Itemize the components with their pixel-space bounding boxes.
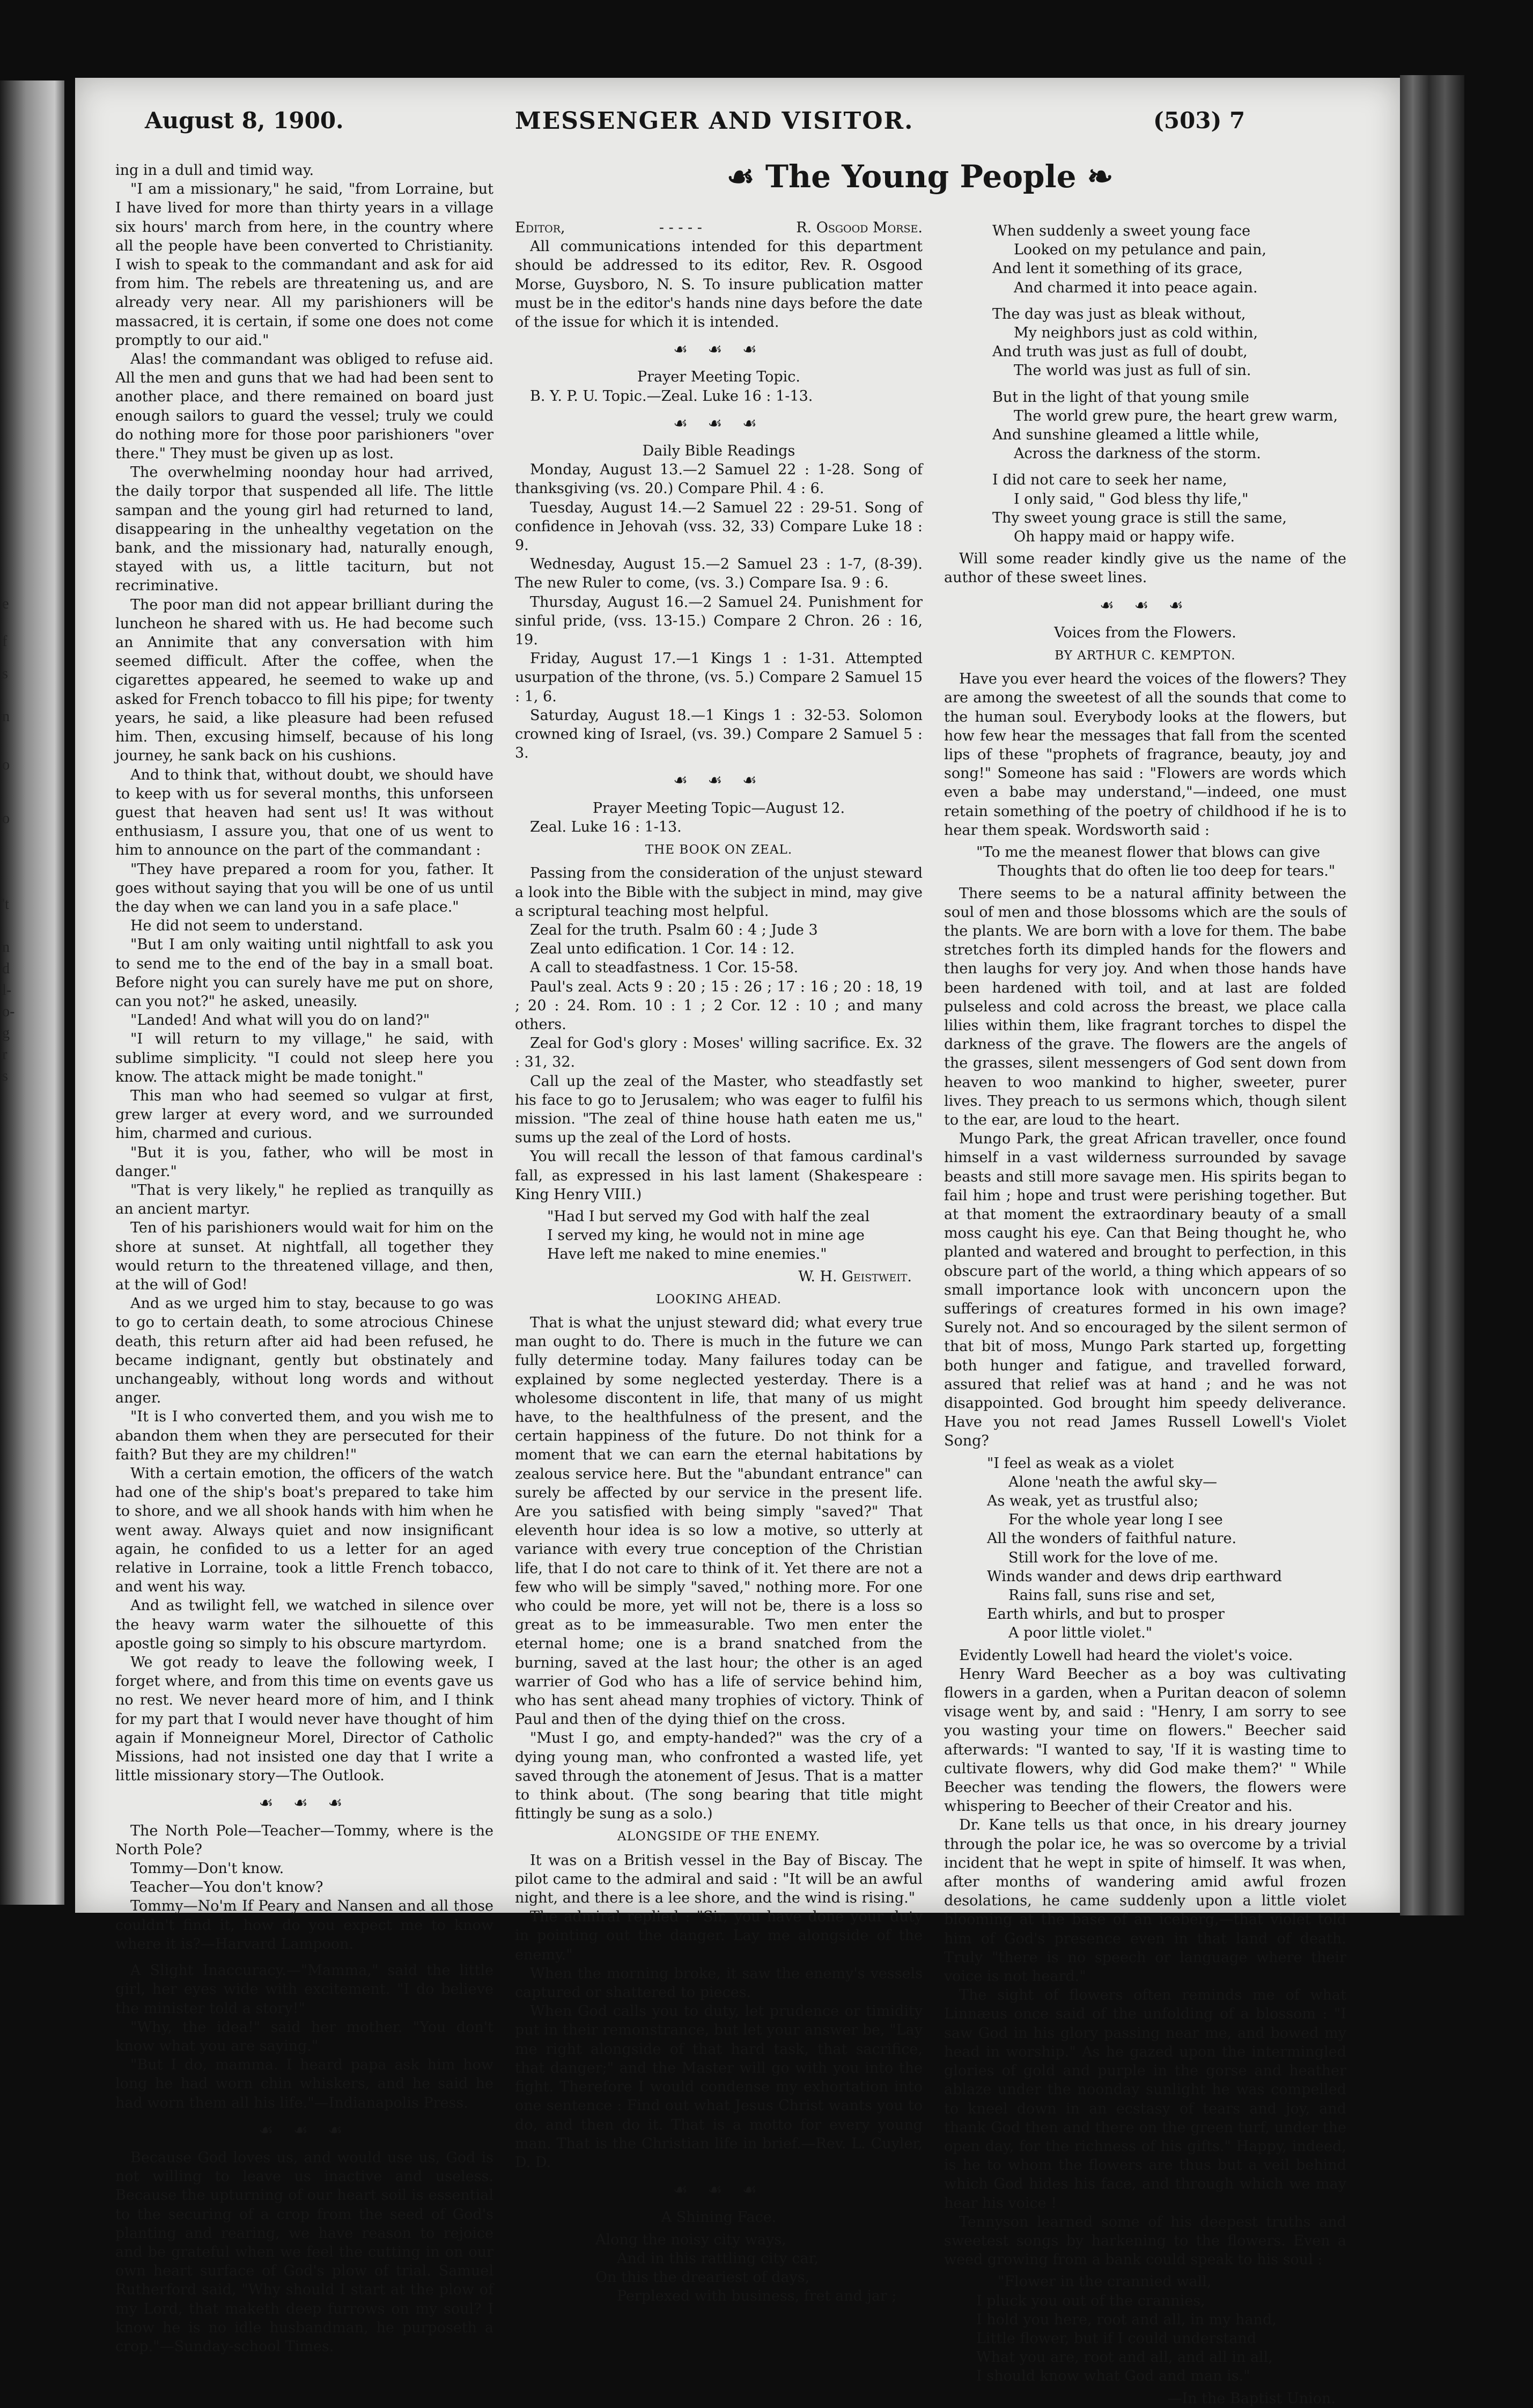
verse-line: Rains fall, suns rise and set,: [1008, 1587, 1215, 1604]
section-title: ☙ The Young People ❧: [726, 158, 1114, 195]
paragraph: When God calls you to duty, let prudence or timidity put in their remonstrance, but let your answer be, "Lay me right alongside of that hard task, that sacrifice, that danger;" and the Master will go with you into the fight. Therefore I would condense my exhortation into one sentence : Find out what Jesus Christ wants you to do, and then do it. That is a motto for every young man. That is the Christian life in brief.—Rev. L. Cuyler, D. D.: [515, 2003, 923, 2171]
paragraph: "Landed! And what will you do on land?": [130, 1012, 430, 1029]
subheading: Daily Bible Readings: [642, 443, 795, 460]
paragraph: Zeal. Luke 16 : 1-13.: [530, 818, 682, 835]
paragraph: "Why, the idea!" said her mother. "You don't know what you are saying.": [115, 2018, 493, 2054]
paragraph: You will recall the lesson of that famous cardinal's fall, as expressed in his last lament (Shakespeare : King Henry VIII.): [515, 1148, 923, 1203]
verse-line: I pluck you out of the crannies,: [976, 2292, 1205, 2309]
paragraph: "But I do, mamma. I heard papa ask him how long he had worn chin whiskers, and he said he had worn them all his life."—Indianapolis Press.: [115, 2057, 493, 2111]
verse-line: Winds wander and dews drip earthward: [987, 1568, 1282, 1585]
list-item: Zeal for the truth. Psalm 60 : 4 ; Jude 3: [530, 921, 818, 938]
poem-violet: [944, 1454, 1346, 1643]
poem-tennyson: [944, 2272, 1346, 2385]
section-ornament: ☙ ☙ ☙: [673, 414, 764, 433]
verse-line: My neighbors just as cold within,: [1014, 325, 1258, 342]
paragraph: Will some reader kindly give us the name of the author of these sweet lines.: [944, 550, 1346, 586]
verse-line: I should know what God and man is.": [976, 2368, 1250, 2385]
reading: Saturday, August 18.—1 Kings 1 : 32-53. Solomon crowned king of Israel, (vs. 39.) Compare 2 Samuel 5 : 3.: [515, 707, 923, 762]
paragraph: And to think that, without doubt, we should have to keep with us for several months, this unforseen guest that heaven had sent us! It was without enthusiasm, I assure you, that one of us went to him to announce on the part of the commandant :: [115, 766, 493, 859]
margin-fragment: e: [2, 596, 9, 612]
verse-line: A poor little violet.": [1008, 1625, 1153, 1642]
verse-line: Looked on my petulance and pain,: [1014, 241, 1266, 259]
verse-line: And truth was just as full of doubt,: [992, 343, 1248, 361]
verse-line: "Flower in the crannied wall,: [998, 2273, 1212, 2290]
reading: Tuesday, August 14.—2 Samuel 22 : 29-51. Song of confidence in Jehovah (vss. 32, 33) Compare Luke 18 : 9.: [515, 499, 923, 554]
verse-line: Alone 'neath the awful sky—: [1008, 1473, 1218, 1491]
paragraph: Teacher—You don't know?: [130, 1879, 323, 1896]
paragraph: Tennyson learned some of his deepest truths and sweetest songs by harkening to the flowers. Even a weed growing from a bank could speak to his soul :: [944, 2213, 1346, 2268]
paragraph: There seems to be a natural affinity between the soul of men and those blossoms which are the souls of the plants. We are born with a love for them. The babe stretches forth its dimpled hands for the flowers and then laughs for very joy. And when those hands have been hardened with toil, and at last are folded pulseless and cold across the breast, we place calla lilies within them, like fragrant torches to dispel the darkness of the grave. The flowers are the angels of the grasses, silent messengers of God sent down from heaven to woo mankind to higher, sweeter, purer lives. They preach to us sermons which, though silent to the ear, are loud to the heart.: [944, 885, 1346, 1128]
verse-line: "To me the meanest flower that blows can give: [976, 844, 1321, 861]
verse-line: What you are, root and all, and all in all,: [976, 2349, 1273, 2366]
subheading-caps: LOOKING AHEAD.: [655, 1292, 782, 1306]
subheading-caps: ALONGSIDE OF THE ENEMY.: [617, 1830, 821, 1844]
reading: Thursday, August 16.—2 Samuel 24. Punishment for sinful pride, (vss. 13-15.) Compare 2 Chron. 26 : 16, 19.: [515, 593, 923, 649]
verse-line: Across the darkness of the storm.: [1014, 445, 1261, 462]
verse-line: But in the light of that young smile: [992, 388, 1249, 406]
editor-dashes: - - - - -: [659, 219, 702, 236]
book-binding-edge: [1400, 75, 1464, 1915]
verse-line: I did not care to seek her name,: [992, 472, 1227, 489]
margin-fragment: l-: [2, 982, 12, 999]
margin-fragment: r: [2, 1046, 8, 1063]
section-ornament: ☙ ☙ ☙: [673, 771, 764, 790]
verse-line: Along the noisy city ways,: [595, 2231, 786, 2248]
paragraph: It was on a British vessel in the Bay of Biscay. The pilot came to the admiral and said : "It will be an awful night, and there is a lee shore, and the wind is rising.": [515, 1852, 923, 1907]
paragraph: ing in a dull and timid way.: [115, 162, 314, 179]
quote-wolsey: [515, 1207, 923, 1264]
margin-fragment: o: [2, 757, 10, 773]
paragraph: Henry Ward Beecher as a boy was cultivating flowers in a garden, when a Puritan deacon of solemn visage went by, and said : "Henry, I am sorry to see you wasting your time on flowers." Beecher said afterwards: "I wanted to say, 'If it is wasting time to cultivate flowers, why did God make them?' " While Beecher was tending the flowers, the flowers were whispering to Beecher of their Creator and his.: [944, 1665, 1346, 1815]
paragraph: Call up the zeal of the Master, who steadfastly set his face to go to Jerusalem; who was eager to fulfil his mission. "The zeal of thine house hath eaten me us," sums up the zeal of the Lord of hosts.: [515, 1073, 923, 1147]
page-number: (503) 7: [1153, 107, 1245, 134]
paragraph: He did not seem to understand.: [130, 917, 363, 935]
verse-line: And lent it something of its grace,: [992, 260, 1243, 277]
verse-line: And charmed it into peace again.: [1014, 279, 1258, 296]
paragraph: "I will return to my village," he said, with sublime simplicity. "I could not sleep here you know. The attack might be made tonight.": [115, 1031, 493, 1085]
verse-line: The world grew pure, the heart grew warm,: [1014, 407, 1338, 424]
poem-continued: [944, 222, 1346, 546]
adjacent-page-strip: [0, 80, 64, 1905]
section-ornament: ☙ ☙ ☙: [673, 2181, 764, 2200]
paragraph: "It is I who converted them, and you wish me to abandon them when they are persecuted for their faith? But they are my children!": [115, 1408, 493, 1463]
verse-line: I only said, " God bless thy life,": [1014, 490, 1249, 508]
newspaper-page: [75, 78, 1400, 2407]
paragraph: Because God loves us, and would use us, God is not willing to leave us inactive and useless. Because the upturning of our heart soil is essential to the securing of a crop from the seed of God's planting and rearing, we have reason to rejoice and be grateful when we feel the cutting in on our own heart surface of God's plow of trial. Samuel Rutherford said, "Why should I start at the plow of my Lord, that maketh deep furrows on my soul? I know he is no idle husbandman, he purposeth a crop."—Sunday-school Times.: [115, 2149, 493, 2355]
paragraph: Tommy—No'm If Peary and Nansen and all those couldn't find it, how do you expect me to know where it is?—Harvard Lampoon.: [115, 1898, 493, 1952]
signature: W. H. Geistweit.: [798, 1268, 912, 1285]
editor-label: Editor,: [515, 219, 565, 236]
verse-line: The world was just as full of sin.: [1014, 362, 1251, 379]
paragraph: A Slight Inaccuracy.—"Mamma," said the little girl, her eyes wide with excitement. "I do believe the minister told a story!": [115, 1962, 493, 2017]
verse-line: "Had I but served my God with half the zeal: [547, 1208, 870, 1225]
verse-line: Oh happy maid or happy wife.: [1014, 528, 1235, 546]
verse-line: I served my king, he would not in mine age: [547, 1227, 865, 1244]
quote-wordsworth: [944, 843, 1346, 880]
paragraph: "But it is you, father, who will be most in danger.": [115, 1144, 493, 1180]
verse-line: Have left me naked to mine enemies.": [547, 1246, 827, 1263]
paragraph: "That is very likely," he replied as tranquilly as an ancient martyr.: [115, 1181, 493, 1218]
list-item: Zeal for God's glory : Moses' willing sacrifice. Ex. 32 : 31, 32.: [515, 1035, 923, 1071]
masthead-title: MESSENGER AND VISITOR.: [515, 107, 914, 135]
verse-line: Little flower, but if I could understand: [976, 2330, 1257, 2347]
article-title: Voices from the Flowers.: [1054, 624, 1236, 641]
subheading-caps: THE BOOK ON ZEAL.: [645, 843, 793, 857]
paragraph: "Must I go, and empty-handed?" was the cry of a dying young man, who confronted a wasted life, yet saved through the atonement of Jesus. That is a matter to think about. (The song bearing that title might fittingly be sung as a solo.): [515, 1730, 923, 1823]
verse-line: Still work for the love of me.: [1008, 1549, 1219, 1566]
column-middle: [515, 218, 923, 2309]
intro-notice: All communications intended for this department should be addressed to its editor, Rev. R. Osgood Morse, Guysboro, N. S. To insure publication matter must be in the editor's hands nine days before the date of the issue for which it is intended.: [515, 238, 923, 331]
editor-name: R. Osgood Morse.: [796, 219, 923, 236]
paragraph: The overwhelming noonday hour had arrived, the daily torpor that suspended all life. The little sampan and the young girl had returned to land, disappearing in the unhealthy vegetation on the bank, and the missionary had, naturally enough, stayed with us, a little taciturn, but not recriminative.: [115, 464, 493, 594]
byline: BY ARTHUR C. KEMPTON.: [1055, 649, 1236, 663]
margin-fragment: o-: [2, 1003, 15, 1020]
margin-fragment: 't: [2, 896, 9, 913]
paragraph: That is what the unjust steward did; what every true man ought to do. There is much in the future we can fully determine today. Many failures today can be explained by some neglected yesterday. There is a wholesome discontent in life, that many of us might have, to the healthfulness of the present, and the certain happiness of the future. Do not think for a moment that we can earn the eternal habitations by zealous service here. But the "abundant entrance" can surely be affected by our service in the present life. Are you satisfied with being simply "saved?" That eleventh hour idea is so low a motive, so utterly at variance with every true conception of the Christian life, that I do not care to think of it. Yet there are not a few who will be simply "saved," nothing more. For one who could be more, yet will not be, there is a loss so great as to be immeasurable. Two men enter the eternal home; one is a brand snatched from the burning, saved at the last hour; the other is an aged warrier of God who has a life of service behind him, who has sent ahead many trophies of victory. Think of Paul and then of the dying thief on the cross.: [515, 1314, 923, 1728]
column-left: [115, 161, 493, 2356]
editor-line: [515, 218, 923, 237]
paragraph: Alas! the commandant was obliged to refuse aid. All the men and guns that we had had been sent to another place, and there remained on board just enough sailors to guard the vessel; truly we could do nothing more for those poor parishioners "over there." They must be given up as lost.: [115, 351, 493, 462]
poem-shining-face: [515, 2230, 923, 2306]
reading: Monday, August 13.—2 Samuel 22 : 1-28. Song of thanksgiving (vs. 20.) Compare Phil. 4 : 6.: [515, 461, 923, 497]
section-ornament: ☙ ☙ ☙: [259, 2120, 350, 2140]
paragraph: Have you ever heard the voices of the flowers? They are among the sweetest of all the sounds that come to the human soul. Everybody looks at the flowers, but how few hear the messages that fall from the scented lips of these "prophets of fragrance, beauty, joy and song!" Someone has said : "Flowers are words which even a babe may understand,"—indeed, one must retain something of the poetry of childhood if he is to hear them speak. Wordsworth said :: [944, 671, 1346, 839]
verse-line: Thy sweet young grace is still the same,: [992, 509, 1287, 526]
verse-line: Perplexed with business, fret and jar ;: [617, 2288, 897, 2305]
reading: Wednesday, August 15.—2 Samuel 23 : 1-7, (8-39). The new Ruler to come, (vs. 3.) Compare Isa. 9 : 6.: [515, 556, 923, 592]
margin-fragment: n: [2, 708, 10, 725]
issue-date: August 8, 1900.: [145, 107, 344, 134]
paragraph: When the morning broke, it saw the enemy's vessels captured or shattered to pieces.: [515, 1965, 923, 2001]
section-ornament: ☙ ☙ ☙: [259, 1794, 350, 1813]
paragraph: With a certain emotion, the officers of the watch had one of the ship's boat's prepared to take him to shore, and we all shook hands with him when he went away. Always quiet and now insignificant again, he confided to us a letter for an aged relative in Lorraine, took a little French tobacco, and went his way.: [115, 1465, 493, 1596]
paragraph: Tommy—Don't know.: [130, 1860, 284, 1877]
column-right: [944, 218, 1346, 2408]
paragraph: And as we urged him to stay, because to go was to go to certain death, to some atrocious Chinese death, this return after aid had been refused, he became indignant, gently but obstinately and unchangeably, without long words and without anger.: [115, 1295, 493, 1407]
margin-fragment: o: [2, 810, 10, 827]
list-item: A call to steadfastness. 1 Cor. 15-58.: [530, 959, 799, 977]
paragraph: We got ready to leave the following week, I forget where, and from this time on events gave us no rest. We never heard more of him, and I think for my part that I would never have thought of him again if Monneigneur Morel, Director of Catholic Missions, had not insisted one day that I write a little missionary story—The Outlook.: [115, 1654, 493, 1785]
verse-line: All the wonders of faithful nature.: [987, 1530, 1237, 1547]
verse-line: I hold you here, root and all, in my hand,: [976, 2311, 1277, 2328]
verse-line: For the whole year long I see: [1008, 1511, 1223, 1529]
verse-line: Earth whirls, and but to prosper: [987, 1606, 1225, 1623]
paragraph: Passing from the consideration of the unjust steward a look into the Bible with the subject in mind, may give a scriptural teaching most helpful.: [515, 865, 923, 920]
margin-fragment: f: [2, 633, 8, 650]
verse-line: When suddenly a sweet young face: [992, 223, 1251, 239]
paragraph: Evidently Lowell had heard the violet's voice.: [959, 1647, 1293, 1664]
paragraph: The poor man did not appear brilliant during the luncheon he shared with us. He had become such an Annimite that any conversation with him seemed difficult. After the coffee, when the cigarettes appeared, he seemed to wake up and asked for French tobacco to fill his pipe; for twenty years, he said, a like pleasure had been refused him. Then, excusing himself, because of his long journey, he sank back on his cushions.: [115, 596, 493, 765]
margin-fragment: g: [2, 1025, 10, 1041]
subheading: Prayer Meeting Topic.: [637, 369, 801, 386]
verse-line: The day was just as bleak without,: [992, 305, 1246, 322]
list-item: Paul's zeal. Acts 9 : 20 ; 15 : 26 ; 17 : 16 ; 20 : 18, 19 ; 20 : 24. Rom. 10 : 1 ; 2 Cor. 12 : 10 ; and many others.: [515, 978, 923, 1033]
margin-fragment: s: [2, 665, 8, 682]
paragraph: The sight of flowers often reminds me of what Linnæus once said of the unfolding of a blossom : "I saw God in his glory passing near me, and bowed my head in worship." As he gazed upon the intermingled glories of gold and purple in the gorse and heather ablaze under the noonday sunlight he was compelled to kneel down in an ecstasy of tears and joy, and thank God then and there on the green turf, under the open day, for the richness of his gifts." Happy, indeed, is he to whom the flowers are thus but a veil behind which God hides his face, and through which we may hear his voice !: [944, 1987, 1346, 2212]
verse-line: Thoughts that do often lie too deep for tears.": [998, 863, 1336, 880]
verse-line: As weak, yet as trustful also;: [987, 1493, 1199, 1509]
paragraph: B. Y. P. U. Topic.—Zeal. Luke 16 : 1-13.: [530, 387, 813, 405]
verse-line: And in this rattling city car,: [617, 2250, 819, 2267]
paragraph: The admiral replied : "Sir, you have done your duty in pointing out the danger. Lay me alongside of the enemy.": [515, 1908, 923, 1963]
verse-line: And sunshine gleamed a little while,: [992, 427, 1259, 444]
paragraph: "I am a missionary," he said, "from Lorraine, but I have lived for more than thirty years in a village six hours' march from here, in the country where all the people have been converted to Christianity. I wish to speak to the commandant and ask for aid from him. The rebels are threatening us, and are already very near. All my parishioners will be massacred, it is certain, if some one does not come promptly to our aid.": [115, 181, 493, 349]
paragraph: This man who had seemed so vulgar at first, grew larger at every word, and we surrounded him, charmed and curious.: [115, 1087, 493, 1142]
list-item: Zeal unto edification. 1 Cor. 14 : 12.: [530, 941, 795, 958]
poem-title: A Shining Face.: [661, 2209, 777, 2226]
paragraph: "But I am only waiting until nightfall to ask you to send me to the end of the bay in a small boat. Before night you can surely have me put on shore, can you not?" he asked, uneasily.: [115, 936, 493, 1010]
section-ornament: ☙ ☙ ☙: [673, 340, 764, 359]
verse-line: On this the dreariest of days,: [595, 2268, 810, 2286]
section-ornament: ☙ ☙ ☙: [1100, 596, 1191, 615]
verse-line: "I feel as weak as a violet: [987, 1455, 1174, 1472]
paragraph: Ten of his parishioners would wait for him on the shore at sunset. At nightfall, all together they would return to the threatened village, and then, at the will of God!: [115, 1220, 493, 1293]
paragraph: And as twilight fell, we watched in silence over the heavy warm water the silhouette of this apostle going so simply to his obscure martyrdom.: [115, 1597, 493, 1652]
margin-fragment: d: [2, 960, 10, 977]
paragraph: Mungo Park, the great African traveller, once found himself in a vast wilderness surrounded by savage beasts and still more savage men. His spirits began to fail him ; hope and trust were perishing together. But at that moment the extraordinary beauty of a small moss caught his eye. Can that Being thought he, who planted and watered and brought to perfection, in this obscure part of the world, a thing which appears of so small importance look with unconcern upon the sufferings of creatures formed in his own image? Surely not. And so encouraged by the silent sermon of that bit of moss, Mungo Park started up, forgetting both hunger and fatigue, and travelled forward, assured that relief was at hand ; and he was not disappointed. God brought him speedy deliverance. Have you not read James Russell Lowell's Violet Song?: [944, 1130, 1346, 1450]
reading: Friday, August 17.—1 Kings 1 : 1-31. Attempted usurpation of the throne, (vs. 5.) Compare 2 Samuel 15 : 1, 6.: [515, 650, 923, 705]
paragraph: Dr. Kane tells us that once, in his dreary journey through the polar ice, he was so overcome by a trivial incident that he wept in spite of himself. It was when, after months of wandering amid awful frozen desolations, he came suddenly upon a little violet blooming at the base of an iceberg,—that violet told him of God's presence even in that land of death. Truly "there is no speech or language where their voice is not heard.": [944, 1817, 1346, 1985]
subheading: Prayer Meeting Topic—August 12.: [592, 799, 845, 817]
paragraph: "They have prepared a room for you, father. It goes without saying that you will be one of us until the day when we can land you in a safe place.": [115, 861, 493, 915]
margin-fragment: n: [2, 939, 10, 956]
paragraph: The North Pole—Teacher—Tommy, where is the North Pole?: [115, 1822, 493, 1858]
source-credit: —In the Baptist Union.: [1167, 2390, 1336, 2407]
margin-fragment: s: [2, 1068, 8, 1084]
